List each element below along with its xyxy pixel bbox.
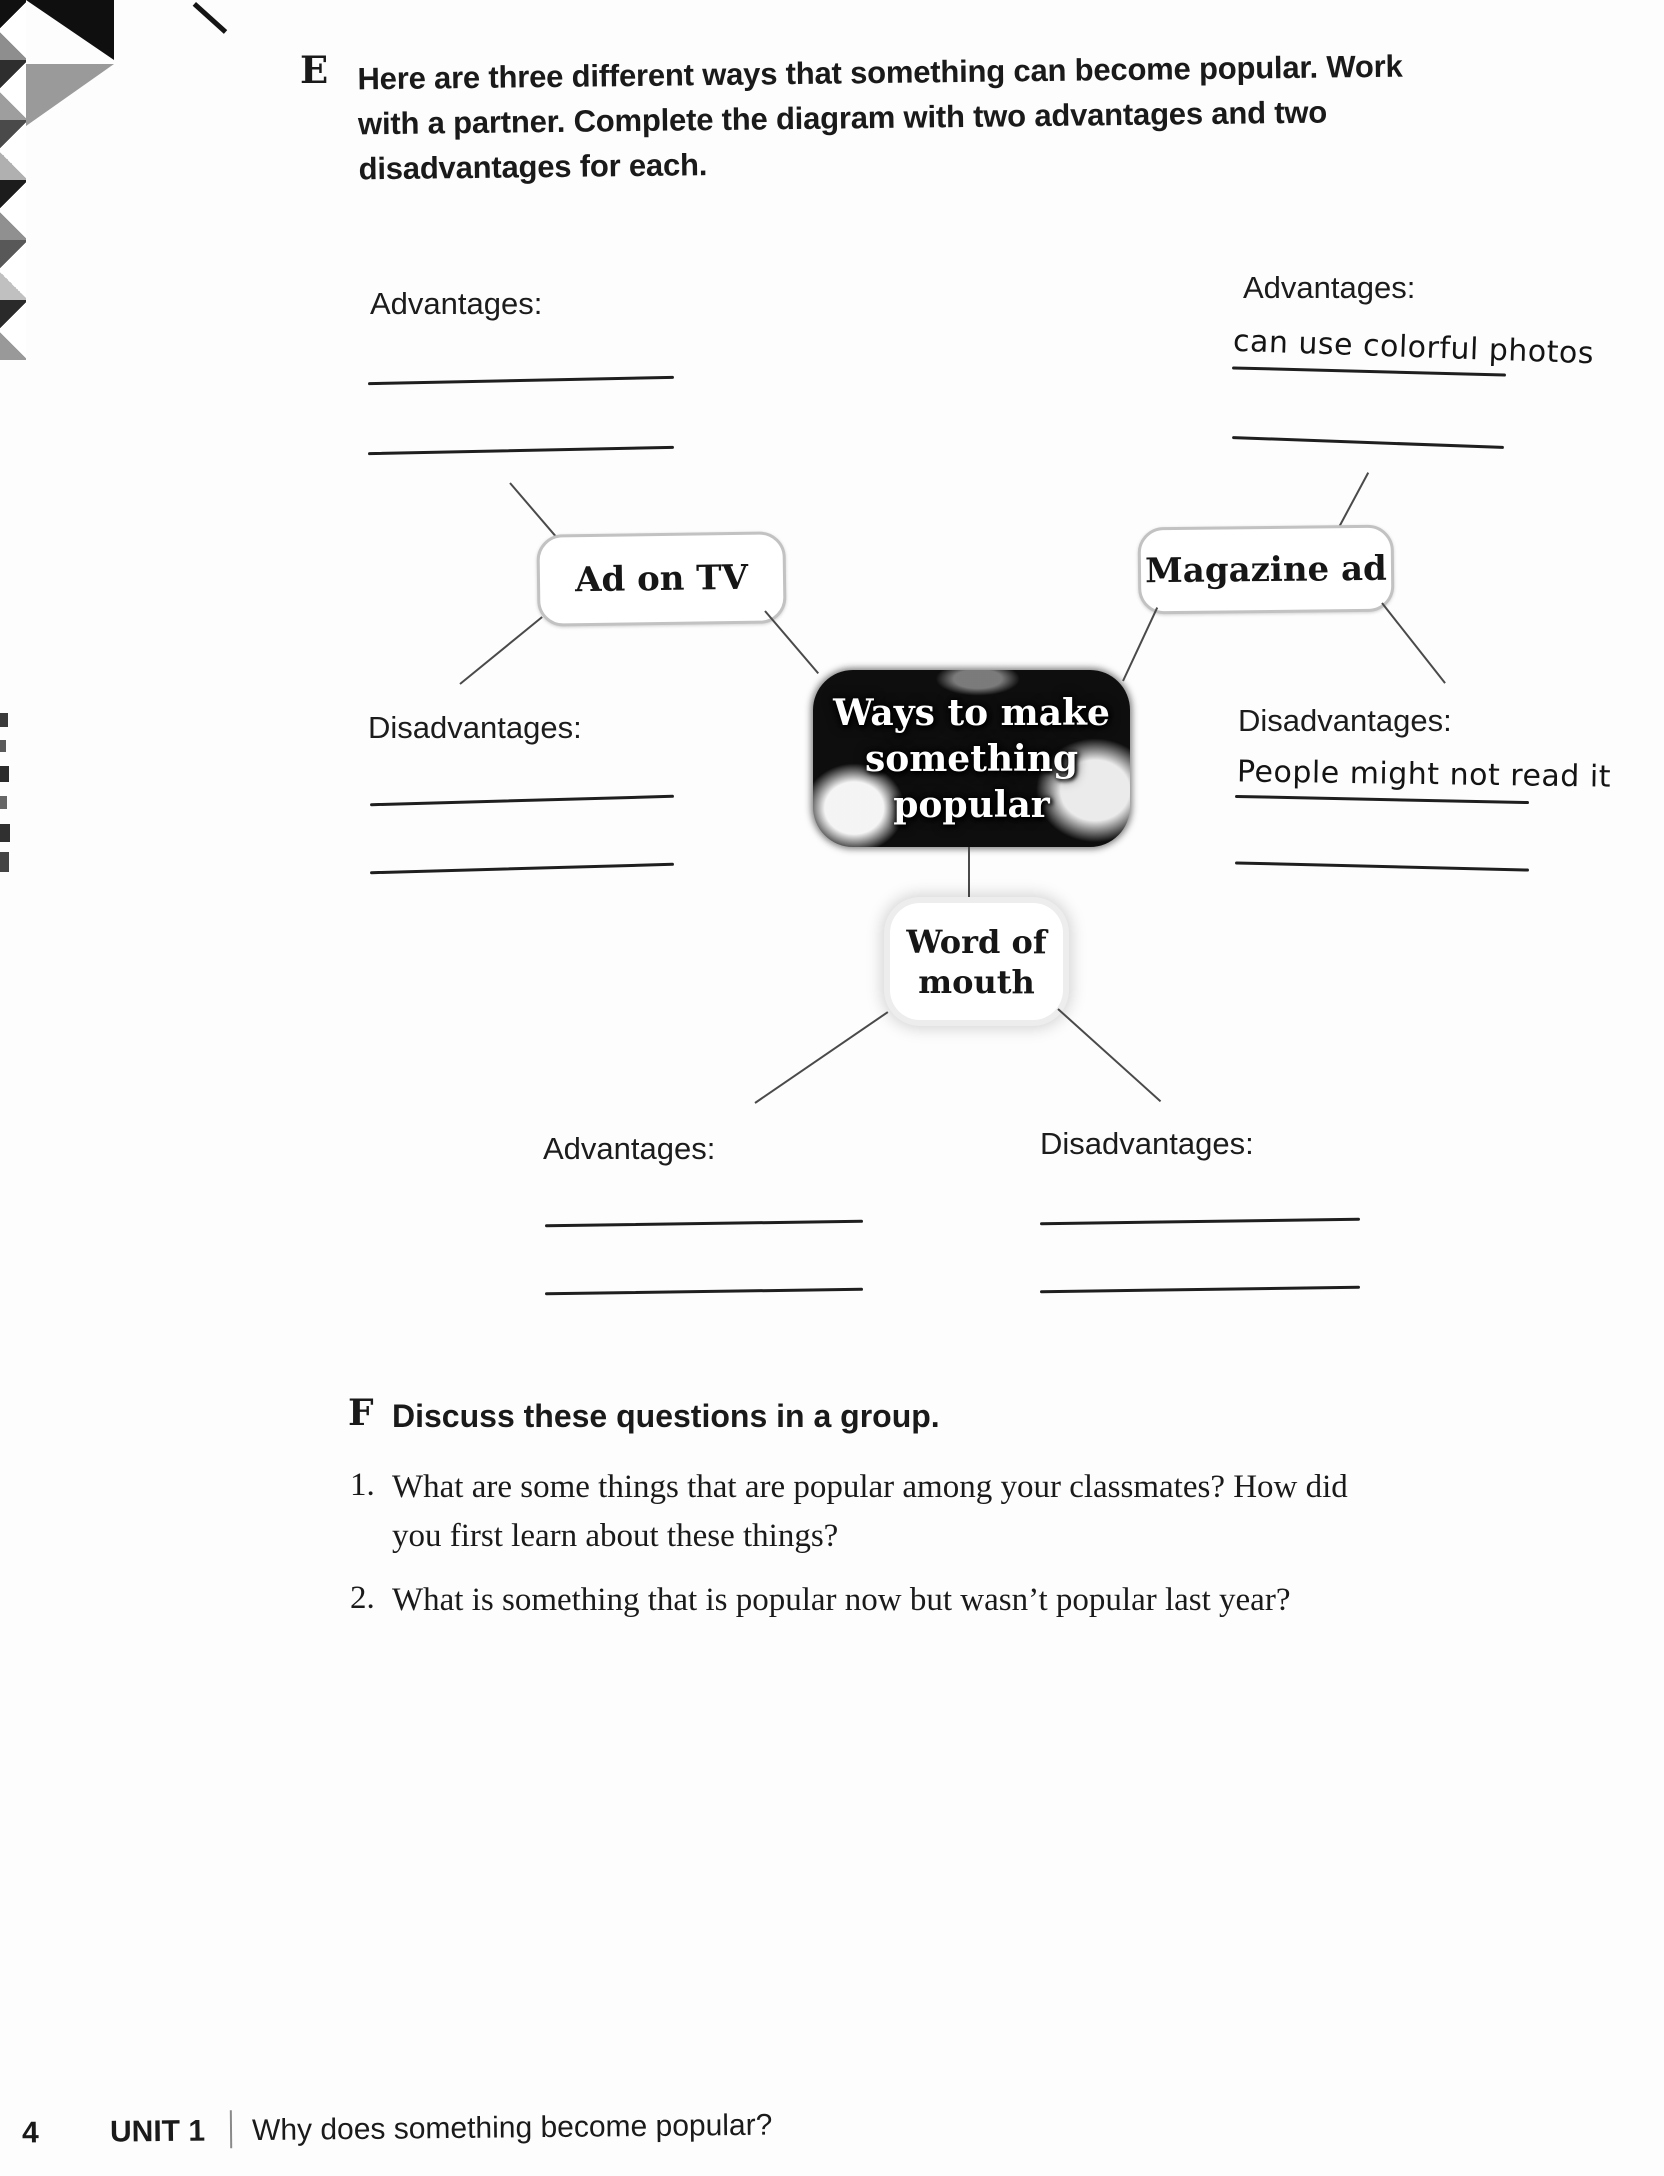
node-word-of-mouth <box>890 903 1063 1020</box>
answer-line-ad-tv-disadvantage-1[interactable] <box>370 795 674 806</box>
triangle-decoration <box>0 0 26 30</box>
node-ways-to-make-something-popular <box>813 670 1130 847</box>
triangle-decoration <box>0 330 26 360</box>
triangle-decoration <box>0 300 26 330</box>
node-label-line: Ways to make <box>833 691 1110 734</box>
answer-line-wordofmouth-disadvantage-1[interactable] <box>1040 1218 1360 1225</box>
scan-edge-mark <box>0 852 9 872</box>
connector-adtv-center <box>764 610 819 674</box>
triangle-decoration <box>0 180 26 210</box>
triangle-decoration <box>0 30 26 60</box>
connector-magazine-advantages <box>1337 472 1369 529</box>
answer-line-wordofmouth-advantage-2[interactable] <box>545 1288 863 1295</box>
scan-edge-mark <box>0 824 10 842</box>
question-line: you first learn about these things? <box>392 1518 839 1554</box>
triangle-decoration <box>26 64 114 126</box>
triangle-decoration <box>0 120 26 150</box>
answer-line-magazine-advantage-1[interactable] <box>1232 366 1506 376</box>
node-label-line: popular <box>893 783 1050 826</box>
node-label: Magazine ad <box>1144 548 1388 591</box>
instruction-line: disadvantages for each. <box>358 147 708 187</box>
exercise-f-letter: F <box>348 1392 374 1434</box>
triangle-decoration <box>0 60 26 90</box>
disadvantages-label-magazine: Disadvantages: <box>1238 703 1452 738</box>
question-1-text <box>392 1463 1348 1561</box>
page-footer <box>0 2091 1664 2158</box>
unit-label: UNIT 1 <box>109 2114 206 2149</box>
scan-edge-mark <box>0 796 7 809</box>
exercise-f-title: Discuss these questions in a group. <box>392 1398 940 1434</box>
triangle-decoration <box>26 0 114 60</box>
connector-wordofmouth-advantages <box>754 1011 888 1104</box>
advantages-label-wordofmouth: Advantages: <box>543 1131 716 1166</box>
answer-line-ad-tv-advantage-2[interactable] <box>368 446 674 455</box>
exercise-e-letter: E <box>300 48 329 92</box>
node-label-line: mouth <box>918 962 1035 1001</box>
page-number: 4 <box>21 2116 39 2150</box>
answer-line-magazine-advantage-2[interactable] <box>1232 436 1504 449</box>
node-label-line: Word of <box>906 922 1047 961</box>
connector-magazine-disadvantages <box>1381 602 1446 683</box>
question-line: What are some things that are popular among your classmates? How did <box>392 1469 1348 1505</box>
connector-adtv-disadvantages <box>459 616 542 685</box>
connector-magazine-center <box>1122 607 1158 681</box>
triangle-decoration <box>0 90 26 120</box>
triangle-decoration <box>0 210 26 240</box>
node-label-line: something <box>864 737 1079 780</box>
answer-line-magazine-disadvantage-1[interactable] <box>1235 795 1529 804</box>
advantages-label-magazine: Advantages: <box>1243 270 1416 305</box>
footer-divider <box>230 2110 232 2148</box>
question-2-number: 2. <box>350 1580 375 1616</box>
connector-center-wordofmouth <box>968 847 970 905</box>
answer-line-ad-tv-disadvantage-2[interactable] <box>370 863 674 874</box>
scan-edge-mark <box>0 740 6 752</box>
disadvantages-label-wordofmouth: Disadvantages: <box>1040 1126 1254 1161</box>
node-ad-on-tv <box>536 531 786 626</box>
scan-edge-mark <box>0 713 8 727</box>
pen-mark-decoration <box>193 2 228 34</box>
question-2-text <box>392 1576 1290 1625</box>
exercise-e-instructions <box>357 44 1404 192</box>
triangle-decoration <box>0 150 26 180</box>
question-1-number: 1. <box>350 1467 375 1503</box>
node-magazine-ad <box>1138 525 1395 615</box>
advantages-label-ad-tv: Advantages: <box>370 286 543 321</box>
handwritten-answer-magazine-advantage[interactable]: can use colorful photos <box>1232 323 1595 372</box>
question-line: What is something that is popular now but wasn’t popular last year? <box>392 1582 1291 1618</box>
footer-title: Why does something become popular? <box>251 2108 773 2148</box>
triangle-decoration <box>0 240 26 270</box>
connector-adtv-advantages <box>509 482 559 539</box>
instruction-line: with a partner. Complete the diagram with two advantages and two <box>357 94 1328 142</box>
answer-line-wordofmouth-advantage-1[interactable] <box>545 1220 863 1227</box>
answer-line-wordofmouth-disadvantage-2[interactable] <box>1040 1286 1360 1293</box>
answer-line-magazine-disadvantage-2[interactable] <box>1235 861 1529 871</box>
node-label: Ad on TV <box>574 557 749 601</box>
answer-line-ad-tv-advantage-1[interactable] <box>368 376 674 385</box>
page-corner-decoration <box>0 0 26 358</box>
handwritten-answer-magazine-disadvantage[interactable]: People might not read it <box>1236 754 1612 795</box>
connector-wordofmouth-disadvantages <box>1057 1008 1161 1102</box>
disadvantages-label-ad-tv: Disadvantages: <box>368 710 582 745</box>
triangle-decoration <box>0 270 26 300</box>
instruction-line: Here are three different ways that something can become popular. Work <box>357 48 1403 97</box>
scan-edge-mark <box>0 766 9 782</box>
